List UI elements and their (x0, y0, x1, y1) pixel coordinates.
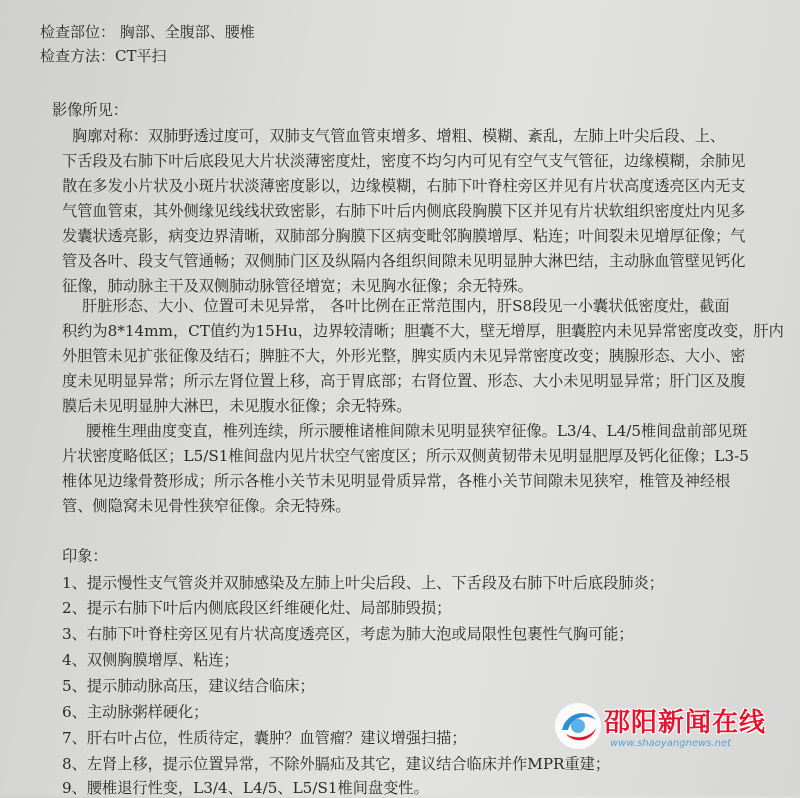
findings-line: 管、侧隐窝未见骨性狭窄征像。余无特殊。 (62, 497, 351, 515)
globe-swirl-icon (552, 700, 604, 752)
findings-line: 散在多发小片状及小斑片状淡薄密度影以，边缘模糊，右肺下叶脊柱旁区并见有片状高度透亮区内无支 (62, 177, 746, 195)
findings-line: 肝脏形态、大小、位置可未见异常， 各叶比例在正常范围内，肝S8段见一小囊状低密度灶，截面 (82, 297, 730, 315)
impression-item: 9、腰椎退行性变，L3/4、L4/5、L5/S1椎间盘变性。 (62, 779, 429, 797)
findings-line: 积约为8*14mm，CT值约为15Hu，边界较清晰；胆囊不大，壁无增厚，胆囊腔内未见异常密度改变，肝内 (62, 322, 784, 340)
watermark-logo (552, 700, 792, 758)
impression-item: 4、双侧胸膜增厚、粘连； (62, 651, 239, 669)
impression-item: 8、左肾上移，提示位置异常，不除外膈疝及其它，建议结合临床并作MPR重建； (62, 755, 611, 773)
findings-line: 度未见明显异常；所示左肾位置上移，高于胃底部；右肾位置、形态、大小未见明显异常；肝门区及腹 (62, 372, 746, 390)
findings-line: 膜后未见明显肿大淋巴，未见腹水征像；余无特殊。 (62, 397, 412, 415)
findings-line: 下舌段及右肺下叶后底段见大片状淡薄密度灶，密度不均匀内可见有空气支气管征，边缘模糊，余肺见 (62, 152, 746, 170)
impression-item: 5、提示肺动脉高压，建议结合临床； (62, 677, 315, 695)
findings-line: 外胆管未见扩张征像及结石；脾脏不大，外形光整，脾实质内未见异常密度改变；胰腺形态、大小、密 (62, 347, 746, 365)
impression-item: 6、主动脉粥样硬化； (62, 703, 209, 721)
impression-item: 3、右肺下叶脊柱旁区见有片状高度透亮区，考虑为肺大泡或局限性包裹性气胸可能； (62, 625, 634, 643)
findings-line: 征像，肺动脉主干及双侧肺动脉管径增宽；未见胸水征像；余无特殊。 (62, 277, 533, 295)
findings-line: 片状密度略低区；L5/S1椎间盘内见片状空气密度区；所示双侧黄韧带未见明显肥厚及钙化征像；L3-5 (62, 447, 749, 465)
findings-line: 胸廓对称：双肺野透过度可，双肺支气管血管束增多、增粗、模糊、紊乱，左肺上叶尖后段、上、 (72, 127, 726, 145)
findings-line: 管及各叶、段支气管通畅；双侧肺门区及纵隔内各组织间隙未见明显肿大淋巴结，主动脉血管壁见钙化 (62, 252, 746, 270)
exam-method-line: 检查方法：CT平扫 (40, 47, 167, 65)
impression-item: 2、提示右肺下叶后内侧底段区纤维硬化灶、局部肺毁损； (62, 599, 452, 617)
watermark-url: www.shaoyangnews.net (610, 738, 732, 749)
findings-line: 气管血管束，其外侧缘见线线状致密影，右肺下叶后内侧底段胸膜下区并见有片状软组织密度灶内见多 (62, 202, 746, 220)
impression-item: 7、肝右叶占位，性质待定，囊肿？血管瘤？建议增强扫描； (62, 729, 467, 747)
findings-line: 腰椎生理曲度变直，椎列连续，所示腰椎诸椎间隙未见明显狭窄征像。L3/4、L4/5椎间盘前部见斑 (86, 422, 748, 440)
watermark-name: 邵阳新闻在线 (604, 708, 767, 738)
impression-item: 1、提示慢性支气管炎并双肺感染及左肺上叶尖后段、上、下舌段及右肺下叶后底段肺炎； (62, 574, 664, 592)
findings-line: 发囊状透亮影，病变边界清晰，双肺部分胸膜下区病变毗邻胸膜增厚、粘连；叶间裂未见增厚征像；气 (62, 227, 746, 245)
exam-site-line: 检查部位： 胸部、全腹部、腰椎 (40, 23, 255, 41)
findings-heading: 影像所见： (52, 101, 128, 119)
findings-line: 椎体见边缘骨赘形成；所示各椎小关节未见明显骨质异常，各椎小关节间隙未见狭窄，椎管及神经根 (62, 472, 731, 490)
impression-heading: 印象： (62, 547, 108, 565)
